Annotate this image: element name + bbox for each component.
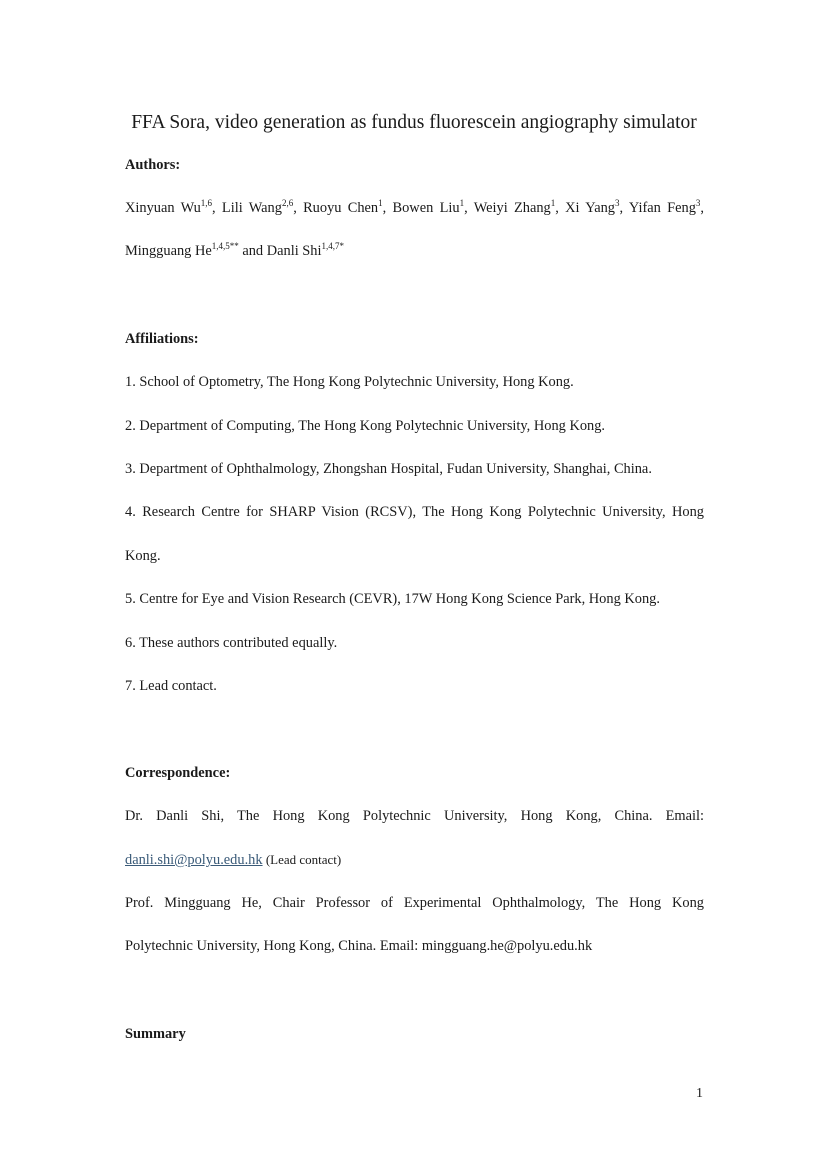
affiliation-item: 5. Centre for Eye and Vision Research (CEVR), 17W Hong Kong Science Park, Hong Kong. [125,591,660,607]
authors-heading: Authors: [125,157,181,173]
author-name: Mingguang He [125,243,212,259]
author-name: Lili Wang [221,200,282,216]
author-separator: , [464,200,474,216]
author-separator: and [238,243,267,259]
page-number: 1 [696,1086,703,1101]
author-affiliation-sup: 3 [695,198,701,209]
affiliations-heading: Affiliations: [125,331,199,347]
author-name: Bowen Liu [392,200,460,216]
lead-contact-note: (Lead contact) [262,852,342,867]
author-affiliation-sup: 1 [378,198,383,209]
correspondence-line-3: Prof. Mingguang He, Chair Professor of Experimental Ophthalmology, The Hong Kong [125,895,704,911]
correspondence-line-4: Polytechnic University, Hong Kong, China. Email: mingguang.he@polyu.edu.hk [125,938,593,954]
author-separator: , [293,200,304,216]
correspondence-heading: Correspondence: [125,765,231,781]
author-affiliation-sup: 2,6 [281,198,294,209]
affiliation-item: 7. Lead contact. [125,678,217,694]
correspondence-line-1: Dr. Danli Shi, The Hong Kong Polytechnic University, Hong Kong, China. Email: [125,808,704,824]
affiliation-item-continued: Kong. [125,548,161,564]
affiliation-item: 4. Research Centre for SHARP Vision (RCSV), The Hong Kong Polytechnic University, Hong [125,504,704,520]
author-separator: , [212,200,222,216]
author-separator: , [619,200,629,216]
authors-line-1 [125,200,704,217]
author-affiliation-sup: 1 [550,198,556,209]
affiliation-item: 2. Department of Computing, The Hong Kong Polytechnic University, Hong Kong. [125,418,606,434]
affiliation-item: 1. School of Optometry, The Hong Kong Polytechnic University, Hong Kong. [125,374,574,390]
email-link[interactable]: danli.shi@polyu.edu.hk [125,852,263,868]
author-name: Ruoyu Chen [303,200,379,216]
affiliation-item: 6. These authors contributed equally. [125,635,338,651]
correspondence-line-2 [125,852,341,869]
author-affiliation-sup: 1,4,7* [321,241,344,252]
author-affiliation-sup: 3 [615,198,620,209]
author-affiliation-sup: 1,4,5** [211,241,239,252]
author-name: Xinyuan Wu [125,200,201,216]
author-affiliation-sup: 1 [459,198,465,209]
author-affiliation-sup: 1,6 [200,198,213,209]
paper-title: FFA Sora, video generation as fundus fluorescein angiography simulator [131,112,697,133]
authors-line-2 [125,243,344,260]
author-separator: , [382,200,393,216]
author-name: Weiyi Zhang [473,200,551,216]
author-name: Xi Yang [565,200,616,216]
author-name: Yifan Feng [628,200,696,216]
author-name: Danli Shi [266,243,322,259]
author-separator: , [700,200,705,216]
summary-heading: Summary [125,1026,186,1042]
author-separator: , [555,200,566,216]
affiliation-item: 3. Department of Ophthalmology, Zhongshan Hospital, Fudan University, Shanghai, China. [125,461,652,477]
